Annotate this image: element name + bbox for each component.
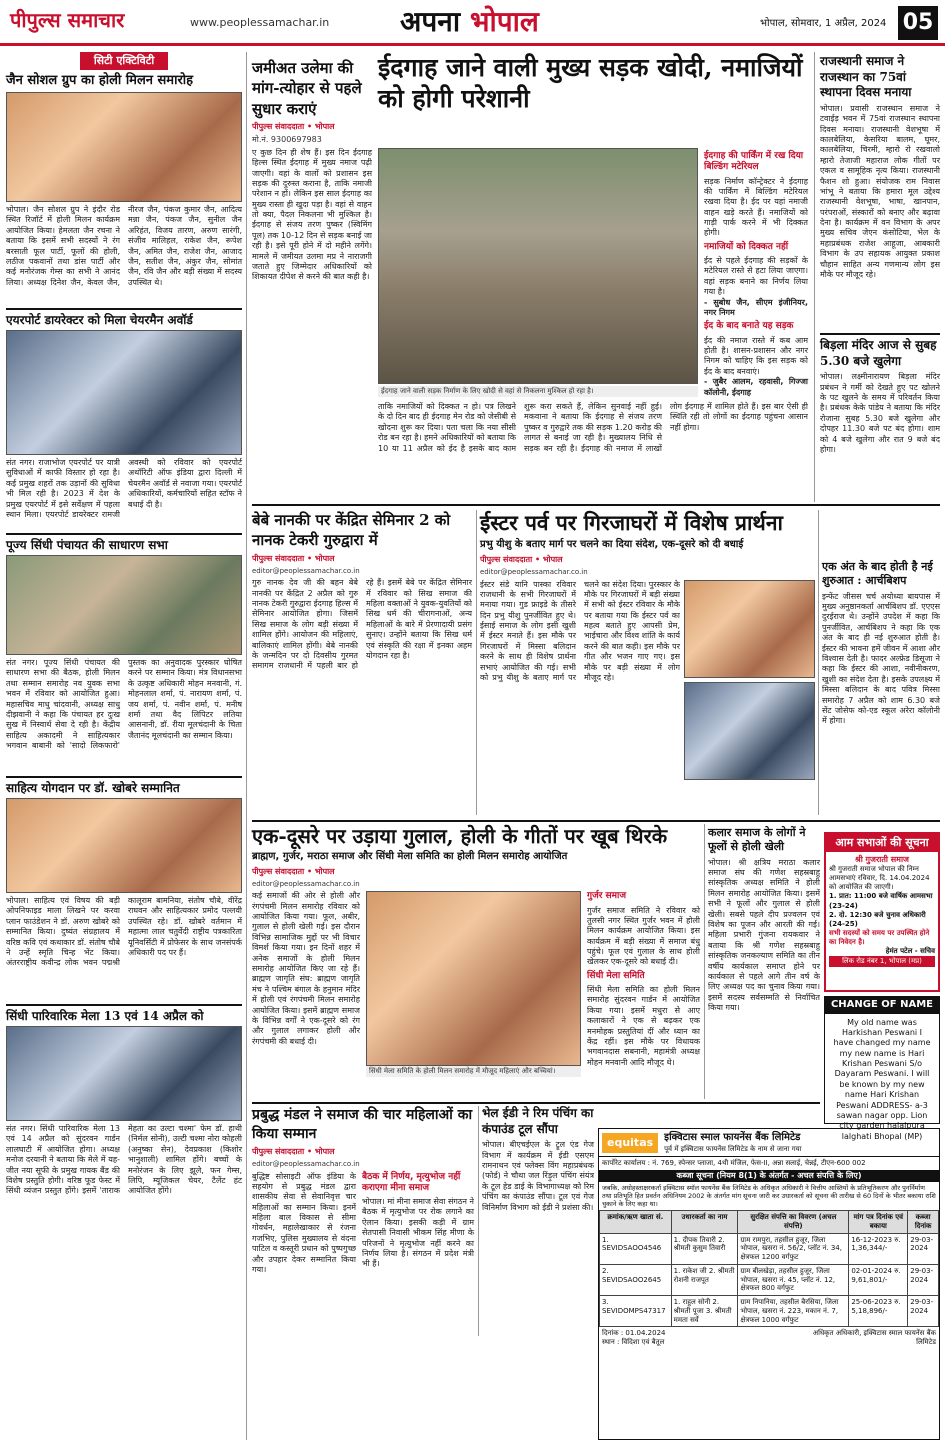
jamiat-byline: पीपुल्स संवाददाता • भोपाल <box>252 121 335 131</box>
change-of-name-ad <box>824 996 940 1141</box>
lead-sub-after-eid-body: ईद की नमाज रास्ते में कब आम होती है। शासन-प्रशासन और नगर निगम को चाहिए कि इस सड़क को ईद के बाद बनवाएं। <box>704 335 808 376</box>
masthead <box>0 0 945 46</box>
sahitya-photo <box>6 798 242 893</box>
sahitya-body: भोपाल। साहित्य एवं विषय की बड़ी ओपनिफाइड माला लिखने पर करवा प्लान फाउंडेशन ने डॉ. अरुण खोबरे को सम्मानित किया। दुष्यंत संग्रहालय में वरिष्ठ कवि एवं कथाकार डॉ. संतोष चौबे ने उन्हें स्मृति चिन्ह भेंट किया। अंतरराष्ट्रीय कवीन्द्र लोक भवन पद्मश्री कालूराम बामनिया, संतोष चौबे, वीरेंद्र राघवन और साहित्यकार प्रमोद पल्लवी उपस्थित रहे। डॉ. खोबरे वर्तमान में महात्मा लाल चतुर्वेदी राष्ट्रीय पत्रकारिता यूनिवर्सिटी में प्रोफेसर के साथ जनसंपर्क अधिकारी पद पर हैं। <box>6 896 242 968</box>
notice-sign: हेमंत पटेल - सचिव <box>885 946 935 955</box>
gujarati-samaj-notice <box>824 832 940 992</box>
equitas-title: इक्विटास स्माल फायनेंस बैंक लिमिटेड <box>664 1132 801 1143</box>
bebe-story <box>252 510 472 815</box>
easter-story <box>480 510 815 815</box>
sindhi-mela-title: सिंधी मेला समिति <box>587 970 645 981</box>
table-row: 2. SEVIDSAOO2645 1. राकेश जी 2. श्रीमती रोशनी राजपूत ग्राम बीलखेड़ा, तहसील हुजूर, जिला भोपाल, खसरा नं. 45, प्लॉट नं. 12, क्षेत्रफल 800 वर्गफुट 02-01-2024 रु. 9,61,801/- 29-03-2024 <box>600 1264 939 1295</box>
city-activity-column <box>6 52 242 1440</box>
airport-headline: एयरपोर्ट डायरेक्टर को मिला चेयरमैन अवॉर्ड <box>6 313 193 327</box>
equitas-logo: equitas <box>602 1133 658 1153</box>
easter-byline: पीपुल्स संवाददाता • भोपाल <box>480 554 563 564</box>
rajasthan-story <box>820 54 940 329</box>
panchayat-headline: पूज्य सिंधी पंचायत की साधारण सभा <box>6 538 168 552</box>
lead-sub-no-issue-body: ईद से पहले ईदगाह की सड़कों के मटेरियल रास्ते से हटा लिया जाएगा। वहां सड़क बनाने का निर्णय लिया गया है। <box>704 256 808 297</box>
panchayat-body: संत नगर। पूज्य सिंधी पंचायत की साधारण सभा की बैठक, होली मिलन तथा सम्मान समारोह नव युवक सभा भवन में रविवार को आयोजित हुआ। महासचिव माधु चांदवानी, अध्यक्ष साधु दीझवानी ने कहा कि पंचायत हर दुःख सुख में निस्वार्थ सेवा दे रही है। केंद्रीय साहित्य अकादमी ने साहित्यकार भगवान बाबानी को 'सादो लिकफारो' पुस्तक का अनुवादक पुरस्कार घोषित करने पर सम्मान किया। मंत्र विधानसभा के उत्कृष्ट अधिकारी मोहन मनवानी, गं. मोहनलाल शर्मा, पं. नारायण शर्मा, पं. जय शर्मा, पं. नवीन शर्मा, पं. मनीष शर्मा तथा वैद लिपिटर लतिया आसनानी, डॉ. रीया मूलचंदानी के चिता जैतानंद मूलचंदानी का सम्मान किया। <box>6 658 242 751</box>
equitas-date: दिनांक : 01.04.2024 <box>602 1329 666 1338</box>
equitas-col-borrower: उधारकर्ता का नाम <box>671 1211 738 1234</box>
bebe-byline: पीपुल्स संवाददाता • भोपाल <box>252 553 335 563</box>
bel-body: भोपाल। बीएचईएल के ट्रूल एंड गेज विभाग में कार्यक्रम में ईडी एसएम रामनाथन एवं फ्लेक्स विंग महाप्रबंधक (फोर्ड) ने चौथा जल रिंड़ुल पंचिंग संयंत्र के टूल हेड डाई के विभागाध्यक्ष को रिम पंचिंग का कंपाउंड सौंपा। टूल एवं गेज विनिर्माण विभाग को ईडी ने प्रशंसा की। <box>482 1140 594 1212</box>
lead-credit-2: - जुबैर आलम, रहवासी, गिज्जा कॉलोनी, ईदगाह <box>704 377 808 397</box>
easter-email[interactable]: editor@peoplessamachar.co.in <box>480 567 588 576</box>
holi-photo-caption: सिंधी मेला समिति के होली मिलन समारोह में मौजूद महिलाएं और बच्चियां। <box>366 1066 581 1077</box>
kalar-headline: कलार समाज के लोगों ने फूलों से होली खेली <box>708 826 806 854</box>
prabuddh-email[interactable]: editor@peoplessamachar.co.in <box>252 1159 360 1168</box>
holi-headline: एक-दूसरे पर उड़ाया गुलाल, होली के गीतों पर खूब थिरके <box>252 824 668 848</box>
bebe-headline: बेबे नानकी पर केंद्रित सेमिनार 2 को नानक टेकरी गुरुद्वारा में <box>252 511 451 550</box>
notice-body: श्री गुजराती समाज भोपाल की निम्न आमसभाएं रविवार, दि. 14.04.2024 को आयोजित की जाएगी। <box>829 865 930 892</box>
equitas-intro: जबकि, अधोहस्ताक्षरकर्ता इक्विटास स्मॉल फायनेंस बैंक लिमिटेड के अधिकृत अधिकारी ने वित्तीय आस्तियों के प्रतिभूतिकरण और पुनर्निर्माण तथा प्रतिभूति हित प्रवर्तन अधिनियम 2002 के अंतर्गत मांग सूचना जारी कर उधारकर्ता को सूचना की तारीख से 60 दिनों के भीतर बकाया राशि चुकाने के लिए कहा था। <box>602 1184 936 1209</box>
jain-headline: जैन सोशल ग्रुप का होली मिलन समारोह <box>6 72 194 88</box>
prabuddh-headline: प्रबुद्ध मंडल ने समाज की चार महिलाओं का किया सम्मान <box>252 1107 473 1142</box>
holi-story <box>252 824 700 1099</box>
lead-story <box>378 52 808 502</box>
lead-body: ताकि नमाजियों को दिक्कत न हो। पत्र लिखने के दो दिन बाद ही ईदगाह मेन रोड को जेसीबी से खोदना शुरू कर दिया। पता चला कि नया सीसी रोड बन रहा है। हमने अधिकारियों को बताया कि 10 या 11 अप्रैल को ईद है इसके बाद काम शुरू करा सकते हैं, लेकिन सुनवाई नहीं हुई। मकवाना ने बताया कि ईदगाह से संजय तरण पुष्कर व गुरुद्वारे तक की सड़क 1.20 करोड़ की लागत से बनाई जा रही है। मुख्यालय निधि से सड़क बन रही है। ईदगाह की नमाज में लाखों लोग ईदगाह में शामिल होते हैं। इस बार ऐसी ही स्थिति रही तो लोगों का ईदगाह पहुंचना आसान नहीं होगा। <box>378 402 808 453</box>
airport-photo <box>6 330 242 455</box>
airport-body: संत नगर। राजाभोज एयरपोर्ट पर यात्री सुविधाओं में काफी विस्तार हो रहा है। कई प्रमुख शहरों तक उड़ानों की सुविधा भी मिल रही है। 2023 में देश के प्रमुख एयरपोर्ट में इसे सर्वेक्षण में पहला स्थान मिला। एयरपोर्ट डायरेक्टर रामजी अवस्थी को रविवार को एयरपोर्ट अथॉरिटी ऑफ इंडिया द्वारा दिल्ली में चेयरमैन अवॉर्ड से नवाजा गया। एयरपोर्ट अधिकारियों, कर्मचारियों सहित स्टॉफ ने बधाई दी है। <box>6 458 242 519</box>
jamiat-headline: जमीअत उलेमा की मांग-त्योहार से पहले सुधार कराएं <box>252 59 362 118</box>
section-title: अपना भोपाल <box>400 5 539 38</box>
holi-byline: पीपुल्स संवाददाता • भोपाल <box>252 866 335 876</box>
lead-photo-caption: ईदगाह जाने वाली सड़क निर्माण के लिए खोदी से वहां से निकलना मुश्किल हो रहा है। <box>378 386 698 397</box>
holi-body: कई समाजों की ओर से होली और रंगपंचमी मिलन समारोह रविवार को आयोजित किया गया। फूल, अबीर, गुलाल से होली खेली गई। इस दौरान विभिन्न सामाजिक मुद्दों पर भी विचार विमर्श किया गया। इन दिनों शहर में अनेक समाजों के होली मिलन समारोह आयोजित किए जा रहे हैं। ब्राह्मण जागृति संघ: ब्राह्मण जागृति मंच ने पश्चिम बंगाल के हनुमान मंदिर में होली एवं रंगपंचमी मिलन समारोह आयोजित किया। इसमें ब्राह्मण समाज के विभिन्न वर्गों ने एक-दूसरे को रंग और गुलाल लगाकर होली और रंगपंचमी की बधाई दी। <box>252 891 360 1046</box>
rajasthan-headline: राजस्थानी समाज ने राजस्थान का 75वां स्थापना दिवस मनाया <box>820 54 912 100</box>
issue-date: भोपाल, सोमवार, 1 अप्रैल, 2024 <box>760 18 887 29</box>
kalar-body: भोपाल। श्री क्षत्रिय मराठा कलार समाज संघ की गणेश सहस्रबाहु सांस्कृतिक अध्यक्ष समिति ने होली मिलन समारोह आयोजित किया। इसमें सभी ने फूलों और गुलाल से होली खेली। सबसे पहले दीप प्रज्वलन एवं विशेष का पूजन और आरती की गई। महिला प्रभारी गुंजना रायकवार ने बताया कि श्री गणेश सहस्रबाहु सांस्कृतिक जनकल्याण समिति का तीन वर्षीय कार्यकाल समाप्त होने पर कार्यकाल से पहले आगे तीन वर्ष के लिए अध्यक्ष पद का चुनाव किया गया। इसमें सदस्य सर्वसम्मति से निर्वाचित किया गया। <box>708 857 820 1013</box>
change-of-name-body: My old name was Harkishan Peswani I have changed my name my new name is Hari Krishan Peswani S/o Dayaram Peswani. I will be known by my new name Hari Krishan Peswani ADDRESS- a-3 sawan nagar opp. Lion city garden halalpura lalghati Bhopal (MP) <box>833 1017 931 1141</box>
kalar-story <box>708 826 820 1098</box>
city-activity-tag: सिटी एक्टिविटी <box>80 52 168 70</box>
notice-item-1: 1. प्रात: 11:00 बजे वार्षिक आमसभा (23-24) <box>829 892 933 910</box>
easter-headline: ईस्टर पर्व पर गिरजाघरों में विशेष प्रार्थना <box>480 510 783 535</box>
jamiat-body: ए कुछ दिन ही शेष हैं। इस दिन ईदगाह हिल्स स्थित ईदगाह में मुख्य नमाज पढ़ी जाएगी। वहां के वालों को प्रशासन इस सड़क की दुरुस्त कराना है, ताकि नमाजी परेशान न हों। लेकिन इस साल ईदगाह का मुख्य रास्ता ही खुदा पड़ा है। वहां से वाहन तो क्या, पैदल निकलना भी मुश्किल है। ईदगाह से संजय तरण पुष्कर (स्विमिंग पूल) तक 10-12 दिन से सड़क बनाई जा रही है। इसे पूरी होने में दो महीने लगेंगे। मामले में जमीयत उलमा मप्र ने नाराजगी जताते हुए जिम्मेदार अधिकारियों को शिकायत दीपेश से करने की बात कही है। <box>252 147 372 282</box>
prabuddh-body: बुद्धिष्ट सोसाइटी ऑफ इंडिया के सहयोग से प्रबुद्ध मंडल द्वारा शासकीय सेवा से सेवानिवृत्त चार महिलाओं का सम्मान किया। इनमें महिला बाल विकास से सीमा गोवर्धन, महालेखाकार से रंजना गजभिए, पुलिस मुख्यालय से वंदना पाटिल व कस्तूरी प्रधान को पुष्पगुच्छ और उपहार देकर सम्मानित किया गया। <box>252 1171 356 1275</box>
equitas-subtitle: पूर्व में इक्विटास फायनेंस लिमिटेड के नाम से जाना गया <box>664 1144 802 1153</box>
lead-photo <box>378 148 698 384</box>
bebe-email[interactable]: editor@peoplessamachar.co.in <box>252 566 360 575</box>
jamiat-phone: मो.नं. 9300697983 <box>252 134 322 144</box>
lead-sub-no-issue: नमाजियों को दिक्कत नहीं <box>704 241 789 252</box>
lead-credit: - सुबोध जैन, सीएम इंजीनियर, नगर निगम <box>704 297 808 318</box>
prabuddh-story <box>252 1106 474 1336</box>
lead-sub-parking-body: सड़क निर्माण कॉन्ट्रेक्टर ने ईदगाह की पार्किंग में बिल्डिंग मटेरियल रखवा दिया है। ईद पर यहां नमाजी वाहन खड़े करते हैं। नमाजियों को गाड़ी पार्क करने में भी दिक्कत होगी। <box>704 176 808 238</box>
gurjar-body: गुर्जर समाज समिति ने रविवार को तुलसी नगर स्थित गुर्जर भवन में होली मिलन कार्यक्रम आयोजित किया। इस कार्यक्रम में बड़ी संख्या में समाज बंधु पहुंचे। फूल एवं गुलाल के साथ होली खेलकर एक-दूसरे को बधाई दी। <box>587 905 700 967</box>
archbishop-story <box>822 560 940 815</box>
equitas-location: स्थान : विदिशा एवं बैतूल <box>602 1338 665 1346</box>
mela-body: संत नगर। सिंधी पारिवारिक मेला 13 एवं 14 अप्रैल को सुंदरवन गार्डन लालघाटी में आयोजित होगा। अध्यक्ष मनोज दरयानी ने बताया कि मेले में यह-जीत नया सूफी के प्रमुख गायक बैंड की विशेष प्रस्तुति होगी। वरिष्ठ फूड फेस्ट में सिंधी व्यंजन प्रस्तुत होंगे। इसमें 'ताराक मेहता का उल्टा चश्मा' फेम डॉ. हाथी (निर्मल सोनी), उल्टी चश्मा नोरा कोहली (अनुष्का सेन), देवप्रकाश (किशोर भानुशाली) शामिल होंगे। बच्चों के मनोरंजन के लिए झूले, फन गेम्स, लिपि, म्यूजिकल चेयर, टैलेंट हंट आयोजित होंगे। <box>6 1124 242 1196</box>
gurjar-title: गुर्जर समाज <box>587 891 627 902</box>
meena-samaj-sub: बैठक में निर्णय, मृत्युभोज नहीं कराएगा मीना समाज <box>362 1171 461 1193</box>
table-row: 1. SEVIDSAOO4546 1. दीपक तिवारी 2. श्रीमती कुसुम तिवारी ग्राम रामपुरा, तहसील हुजूर, जिला भोपाल, खसरा नं. 56/2, प्लॉट नं. 34, क्षेत्रफल 1200 वर्गफुट 16-12-2023 रु. 1,36,344/- 29-03-2024 <box>600 1233 939 1264</box>
lead-sidebar <box>704 148 808 398</box>
mela-photo <box>6 1026 242 1121</box>
equitas-notice-title: कब्जा सूचना (नियम 8(1) के अंतर्गत - अचल संपत्ति के लिए) <box>599 1170 939 1182</box>
equitas-col-demand: मांग पत्र दिनांक एवं बकाया <box>849 1211 908 1234</box>
archbishop-headline: एक अंत के बाद होती है नई शुरुआत : आर्चबिशप <box>822 560 933 588</box>
archbishop-body: इन्फेंट जीसस चर्च अयोध्या बायपास में मुख्य अनुष्ठानकर्ता आर्चबिशप डॉ. एएएस दुरईराज थे। उन्होंने उपदेश में कहा कि पुनर्जीवित, आर्चबिशप ने कहा कि एक अंत के बाद ही नई शुरुआत होती है। ईस्टर की भावना हमें जीवन में आशा और विश्वास देती है। फादर अल्फ्रेड डिसूजा ने कहा कि ईस्टर की आशा, नवीनीकरण, खुशी का संदेश देता है। इसके उपलक्ष्य में मिस्सा बलिदान के बाद पवित्र मिस्सा समारोह 7 अप्रैल को शाम 6.30 बजे सेंट जोसेफ को-एड स्कूल अरेरा कॉलोनी में होगा। <box>822 591 940 726</box>
jain-photo <box>6 92 242 202</box>
newspaper-logo: पीपुल्स समाचार <box>10 8 125 32</box>
holi-photo <box>366 891 581 1066</box>
jain-body: भोपाल। जैन सोशल ग्रुप ने इंदौर रोड स्थित रिजॉर्ट में होली मिलन कार्यक्रम आयोजित किया। हेमलता जैन रचना ने बताया कि इसमें सभी सदस्यों ने रंग बरसाती फूल पार्टी, फूलों की होली, लठीज पकवानों तथा डांस पार्टी और कई मनोरंजक गेम्स का सभी ने आनंद लिया। अध्यक्ष दिनेश जैन, केवल जैन, नीरज जैन, पंकज कुमार जैन, आदित्य मन्ना जैन, पंकज जैन, सुनील जैन अरिहंत, विजय तारण, अरुण सारंगी, संजीव मालिहल, राकेश जैन, रूपेश जैन, अमित जैन, राजेश जैन, आजाद जैन, सतीश जैन, अंकुर जैन, सोमांत जैन, रवि जैन और बड़ी संख्या में सदस्य उपस्थित थे। <box>6 205 242 287</box>
prabuddh-byline: पीपुल्स संवाददाता • भोपाल <box>252 1146 335 1156</box>
equitas-col-property: सुरक्षित संपत्ति का विवरण (अचल संपत्ति) <box>738 1211 849 1234</box>
jamiat-story <box>252 58 372 498</box>
notice-address: लिंक रोड नंबर 1, भोपाल (मप्र) <box>829 956 935 967</box>
notice-title: आम सभाओं की सूचना <box>826 834 938 852</box>
birla-body: भोपाल। लक्ष्मीनारायण बिड़ला मंदिर प्रबंधन ने गर्मी को देखते हुए पट खोलने के पट खुलने के समय में परिवर्तन किया है। प्रबंधक केके पांडेय ने बताया कि मंदिर रोजाना सुबह 5.30 बजे खुलेगा और दोपहर 11.30 बजे पट बंद होगा। शाम को 4 बजे खुलेगा और रात 9 बजे बंद होगा। <box>820 372 940 454</box>
notice-item-2: 2. दो. 12:30 बजे चुनाव अधिकारी (24-25) <box>829 910 926 928</box>
mela-headline: सिंधी पारिवारिक मेला 13 एवं 14 अप्रैल को <box>6 1009 204 1023</box>
easter-subhead: प्रभु यीशु के बताए मार्ग पर चलने का दिया संदेश, एक-दूसरे को दी बधाई <box>480 539 744 551</box>
equitas-col-account: क्रमांक/ऋण खाता सं. <box>600 1211 672 1234</box>
rajasthan-body: भोपाल। प्रवासी राजस्थान समाज ने टवाईड़ भवन में 75वां राजस्थान स्थापना दिवस मनाया। राजस्थानी वेशभूषा में कालबेलिया, केसरिया बालम, घूमर, कालबेलिया, चिरमी, म्हारो रो रखवालो म्हारो तेजाजी महाराज लोक गीतों पर एकल व सामूहिक नृत्य किया। राजस्थानी फैशन शो हुआ। संयोजक राम निवास भांभू ने बताया कि हमारा मूल उद्देश्य राजस्थानी वेशभूषा, भाषा, खानपान, परंपराओं, संस्कारों को बनाए और बढ़ावा देना है। कार्यक्रम में वन विभाग के अपर मुख्य सचिव जेएन कंसोटिया, भेल के महाप्रबंधक राजेश आहूजा, आबकारी विभाग के उप सहायक आयुक्त प्रकाश चौहान साहित अन्य गणमान्य लोग इस मौके पर मौजूद रहे। <box>820 103 940 280</box>
easter-photo-2 <box>684 682 815 780</box>
easter-photo-1 <box>684 580 815 678</box>
easter-body: ईस्टर संडे यानि पास्का रविवार राजधानी के सभी गिरजाघरों में मनाया गया। गुड फ्राइडे के तीसरे दिन प्रभु यीशु पुनर्जीवित हुए थे। ईसाई समाज के लोग इसी खुशी में ईस्टर मनाते हैं। इस मौके पर गिरजाघरों में मिस्सा बलिदान करने के साथ ही विशेष प्रार्थना सभाएं आयोजित की गई। सभी को प्रभु यीशु के बताए मार्ग पर चलने का संदेश दिया। पुरस्कार के मौके पर गिरजाघरों में बड़ी संख्या में सभी को ईस्टर रविवार के मौके पर बताया गया कि ईस्टर पर्व का महत्व बताते हुए आपसी प्रेम, भाईचारा और विश्व शांति के कार्य करने की बात कही। इस मौके पर गीत और भजन गाए गए। इस मौके पर बड़ी संख्या में लोग मौजूद रहे। <box>480 579 680 683</box>
lead-headline: ईदगाह जाने वाली मुख्य सड़क खोदी, नमाजियों को होगी परेशानी <box>378 53 803 114</box>
birla-story <box>820 338 940 502</box>
equitas-notice <box>598 1128 940 1440</box>
birla-headline: बिड़ला मंदिर आज से सुबह 5.30 बजे खुलेगा <box>820 338 937 368</box>
equitas-table <box>599 1210 939 1327</box>
website-url[interactable]: www.peoplessamachar.in <box>190 16 330 29</box>
change-of-name-title: CHANGE OF NAME <box>825 997 939 1014</box>
holi-subhead: ब्राह्मण, गुर्जर, मराठा समाज और सिंधी मेला समिति का होली मिलन समारोह आयोजित <box>252 851 568 862</box>
notice-org: श्री गुजराती समाज <box>855 854 909 864</box>
notice-footer: सभी सदस्यों को समय पर उपस्थित होने का निवेदन है। <box>829 928 930 946</box>
sindhi-mela-body: सिंधी मेला समिति का होली मिलन समारोह सुंदरवन गार्डन में आयोजित किया गया। इसमें मधुरा से आए कलाकारों ने एक से बढ़कर एक मनमोहक प्रस्तुतियां दीं और ध्यान का केंद्र रहीं। इस मौके पर विधायक भगवानदास सबनानी, महामंत्री अध्यक्ष मोहन मनवानी आदि मौजूद थे। <box>587 985 700 1067</box>
equitas-office: कार्पोरेट कार्यालय : नं. 769, स्पेन्सर प्लाजा, 4थी मंजिल, फेस-II, अन्ना सलाई, चेन्नई, टीएन-600 002 <box>602 1159 866 1168</box>
page-number: 05 <box>898 6 938 40</box>
meena-samaj-body: भोपाल। मां मीना समाज सेवा संगठन ने बैठक में मृत्युभोज पर रोक लगाने का ऐलान किया। इसकी कड़ी में ग्राम सेतपासी निवासी भीकम सिंह मीणा के परिजनों ने मृत्युभोज नहीं करने का निर्णय लिया है। संगठन में प्रदेश मंत्री भी हैं। <box>362 1197 474 1269</box>
lead-sub-parking: ईदगाह की पार्किंग में रख दिया बिल्डिंग मटेरियल <box>704 151 804 173</box>
panchayat-photo <box>6 555 242 655</box>
equitas-col-date: कब्जा दिनांक <box>908 1211 939 1234</box>
table-row: 3. SEVIDOMPS47317 1. राहुल सोनी 2. श्रीमती पूजा 3. श्रीमती ममता सर्वे ग्राम निपानिया, तहसील बैरसिया, जिला भोपाल, खसरा नं. 223, मकान नं. 7, क्षेत्रफल 1000 वर्गफुट 25-06-2023 रु. 5,18,896/- 29-03-2024 <box>600 1296 939 1327</box>
bel-headline: भेल ईडी ने रिम पंचिंग का कंपाउंड टूल सौंपा <box>482 1106 594 1136</box>
lead-sub-after-eid: ईद के बाद बनाते यह सड़क <box>704 321 794 332</box>
sahitya-headline: साहित्य योगदान पर डॉ. खोबरे सम्मानित <box>6 781 180 795</box>
bebe-body: गुरु नानक देव जी की बहन बेबे नानकी पर केंद्रित 2 अप्रैल को गुरु नानक टेकरी गुरुद्वारा ईदगाह हिल्स में सेमिनार आयोजित होगा। जिसमें सिख समाज के लोग बड़ी संख्या में शामिल होंगे। आयोजन की महिलाएं, बालिकाएं शामिल होंगी। बेबे नानकी के जन्मदिन पर दो दिवसीय गुरमत समागम राजधानी में पहली बार हो रहे हैं। इसमें बेबे पर केंद्रित सेमिनार में रविवार को सिख समाज की महिला वक्ताओं ने युवक-युवतियों को सिख धर्म की चीरागनाओं, अन्य महिलाओं के बारे में प्रेरणादायी प्रसंग सुनाए। उन्होंने बताया कि सिख धर्म एवं संस्कृति की रक्षा में इनका अहम योगदान रहा है। <box>252 578 472 671</box>
holi-email[interactable]: editor@peoplessamachar.co.in <box>252 879 360 888</box>
bel-story <box>482 1106 594 1336</box>
equitas-signature: अधिकृत अधिकारी, इक्विटास स्माल फायनेंस बैंक लिमिटेड <box>812 1329 936 1346</box>
